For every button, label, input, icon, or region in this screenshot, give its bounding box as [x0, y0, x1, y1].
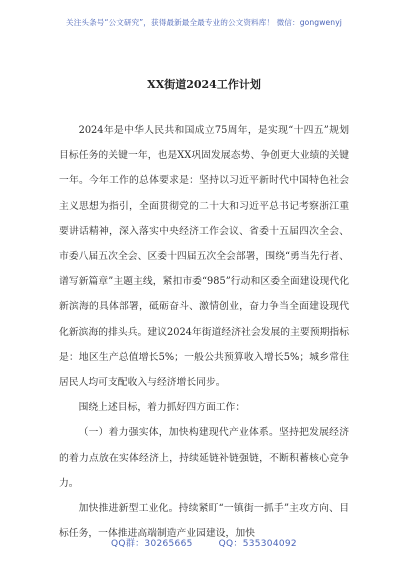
paragraph: 围绕上述目标，着力抓好四方面工作：: [78, 402, 246, 414]
top-banner: 关注头条号“公文研究”，获得最新最全最专业的公文资料库！ 微信：gongwenyj: [66, 18, 342, 27]
document-body: [59, 118, 349, 546]
paragraph: 2024年是中华人民共和国成立75周年，是实现“十四五”规划目标任务的关键一年，也是XX巩固发展态势、争创更大业绩的关键一年。今年工作的总体要求是：坚持以习近平新时代中国特色社会主义思想为指引，全面贯彻党的二十大和习近平总书记考察浙江重要讲话精神，深入落实中央经济工作会议、省委十五届四次全会、市委八届五次全会、区委十四届五次全会部署，围绕“勇当先行者、谱写新篇章”主题主线，紧扣市委“985”行动和区委全面建设现代化新滨海的具体部署，砥砺奋斗、激情创业，奋力争当全面建设现代化新滨海的排头兵。建议2024年街道经济社会发展的主要预期指标是：地区生产总值增长5%；一般公共预算收入增长5%；城乡常住居民人均可支配收入与经济增长同步。: [59, 125, 349, 389]
paragraph: （一）着力强实体，加快构建现代产业体系。坚持把发展经济的着力点放在实体经济上，持续延链补链强链，不断积蓄核心竞争力。: [59, 427, 349, 489]
footer: [0, 536, 408, 549]
paragraph: 加快推进新型工业化。持续紧盯“一镇街一抓手”主攻方向、目标任务，一体推进高端制造产业园建设，加快: [59, 503, 349, 540]
qq-group-number: QQ群：30265665: [111, 539, 193, 549]
qq-number: QQ：535304092: [218, 539, 297, 549]
document-title: XX街道2024工作计划: [147, 78, 261, 91]
